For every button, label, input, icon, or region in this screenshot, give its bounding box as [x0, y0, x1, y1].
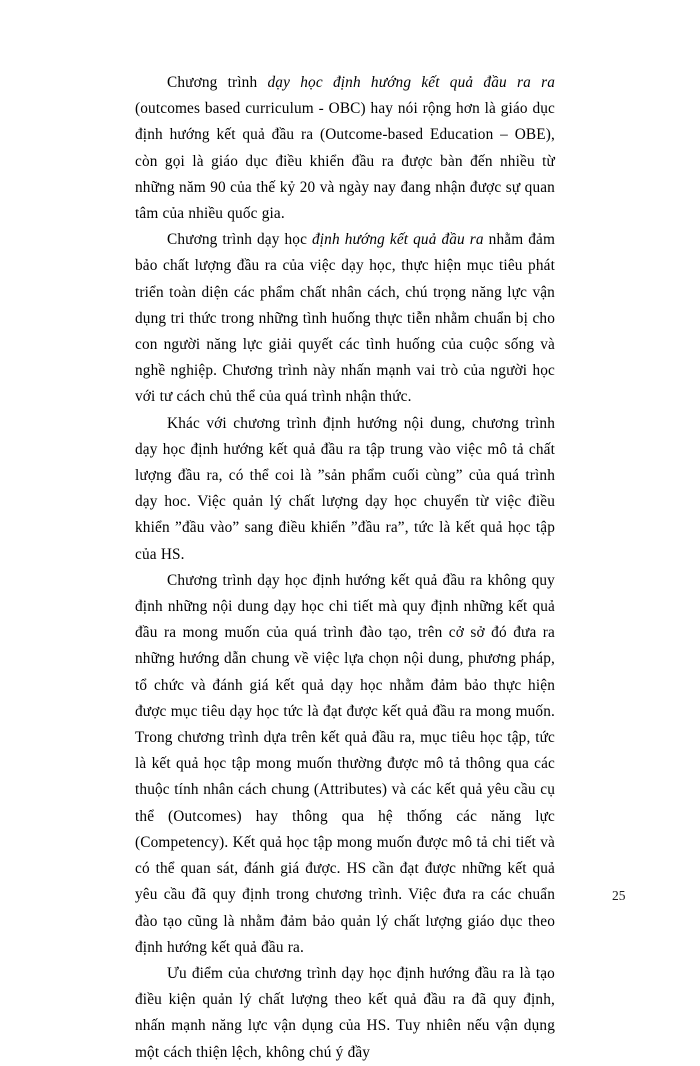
emphasized-phrase: định hướng kết quả đầu ra	[311, 231, 484, 249]
page-number: 25	[612, 888, 626, 903]
paragraph-1: Chương trình dạy học định hướng kết quả đầu ra ra (outcomes based curriculum - OBC) hay nói rộng hơn là giáo dục định hướng kết quả đầu ra (Outcome-based Education – OBE), còn gọi là giáo dục điều khiển đầu ra được bàn đến nhiều từ những năm 90 của thế kỷ 20 và ngày nay đang nhận được sự quan tâm của nhiều quốc gia.	[135, 74, 555, 223]
paragraph-5: Ưu điểm của chương trình dạy học định hướng đầu ra là tạo điều kiện quản lý chất lượng theo kết quả đầu ra đã quy định, nhấn mạnh năng lực vận dụng của HS. Tuy nhiên nếu vận dụng một cách thiện lệch, không chú ý đầy	[135, 964, 555, 1061]
paragraph-4: Chương trình dạy học định hướng kết quả đầu ra không quy định những nội dung dạy học chi tiết mà quy định những kết quả đầu ra mong muốn của quá trình đào tạo, trên cở sở đó đưa ra những hướng dẫn chung về việc lựa chọn nội dung, phương pháp, tổ chức và đánh giá kết quả dạy học nhằm đảm bảo thực hiện được mục tiêu dạy học tức là đạt được kết quả đầu ra mong muốn. Trong chương trình dựa trên kết quả đầu ra, mục tiêu học tập, tức là kết quả học tập mong muốn thường được mô tả thông qua các thuộc tính nhân cách chung (Attributes) và các kết quả yêu cầu cụ thể (Outcomes) hay thông qua hệ thống các năng lực (Competency). Kết quả học tập mong muốn được mô tả chi tiết và có thể quan sát, đánh giá được. HS cần đạt được những kết quả yêu cầu đã quy định trong chương trình. Việc đưa ra các chuẩn đào tạo cũng là nhằm đảm bảo quản lý chất lượng giáo dục theo định hướng kết quả đầu ra.	[135, 571, 555, 956]
body-text-column	[135, 70, 555, 1066]
paragraph-2: Chương trình dạy học định hướng kết quả đầu ra nhằm đảm bảo chất lượng đầu ra của việc dạy học, thực hiện mục tiêu phát triển toàn diện các phẩm chất nhân cách, chú trọng năng lực vận dụng tri thức trong những tình huống thực tiễn nhằm chuẩn bị cho con người năng lực giải quyết các tình huống của cuộc sống và nghề nghiệp. Chương trình này nhấn mạnh vai trò của người học với tư cách chủ thể của quá trình nhận thức.	[135, 231, 555, 406]
paragraph-3: Khác với chương trình định hướng nội dung, chương trình dạy học định hướng kết quả đầu ra tập trung vào việc mô tả chất lượng đầu ra, có thể coi là ”sản phẩm cuối cùng” của quá trình dạy hoc. Việc quản lý chất lượng dạy học chuyển từ việc điều khiển ”đầu vào” sang điều khiển ”đầu ra”, tức là kết quả học tập của HS.	[135, 414, 555, 563]
emphasized-phrase: dạy học định hướng kết quả đầu ra ra	[267, 74, 555, 91]
